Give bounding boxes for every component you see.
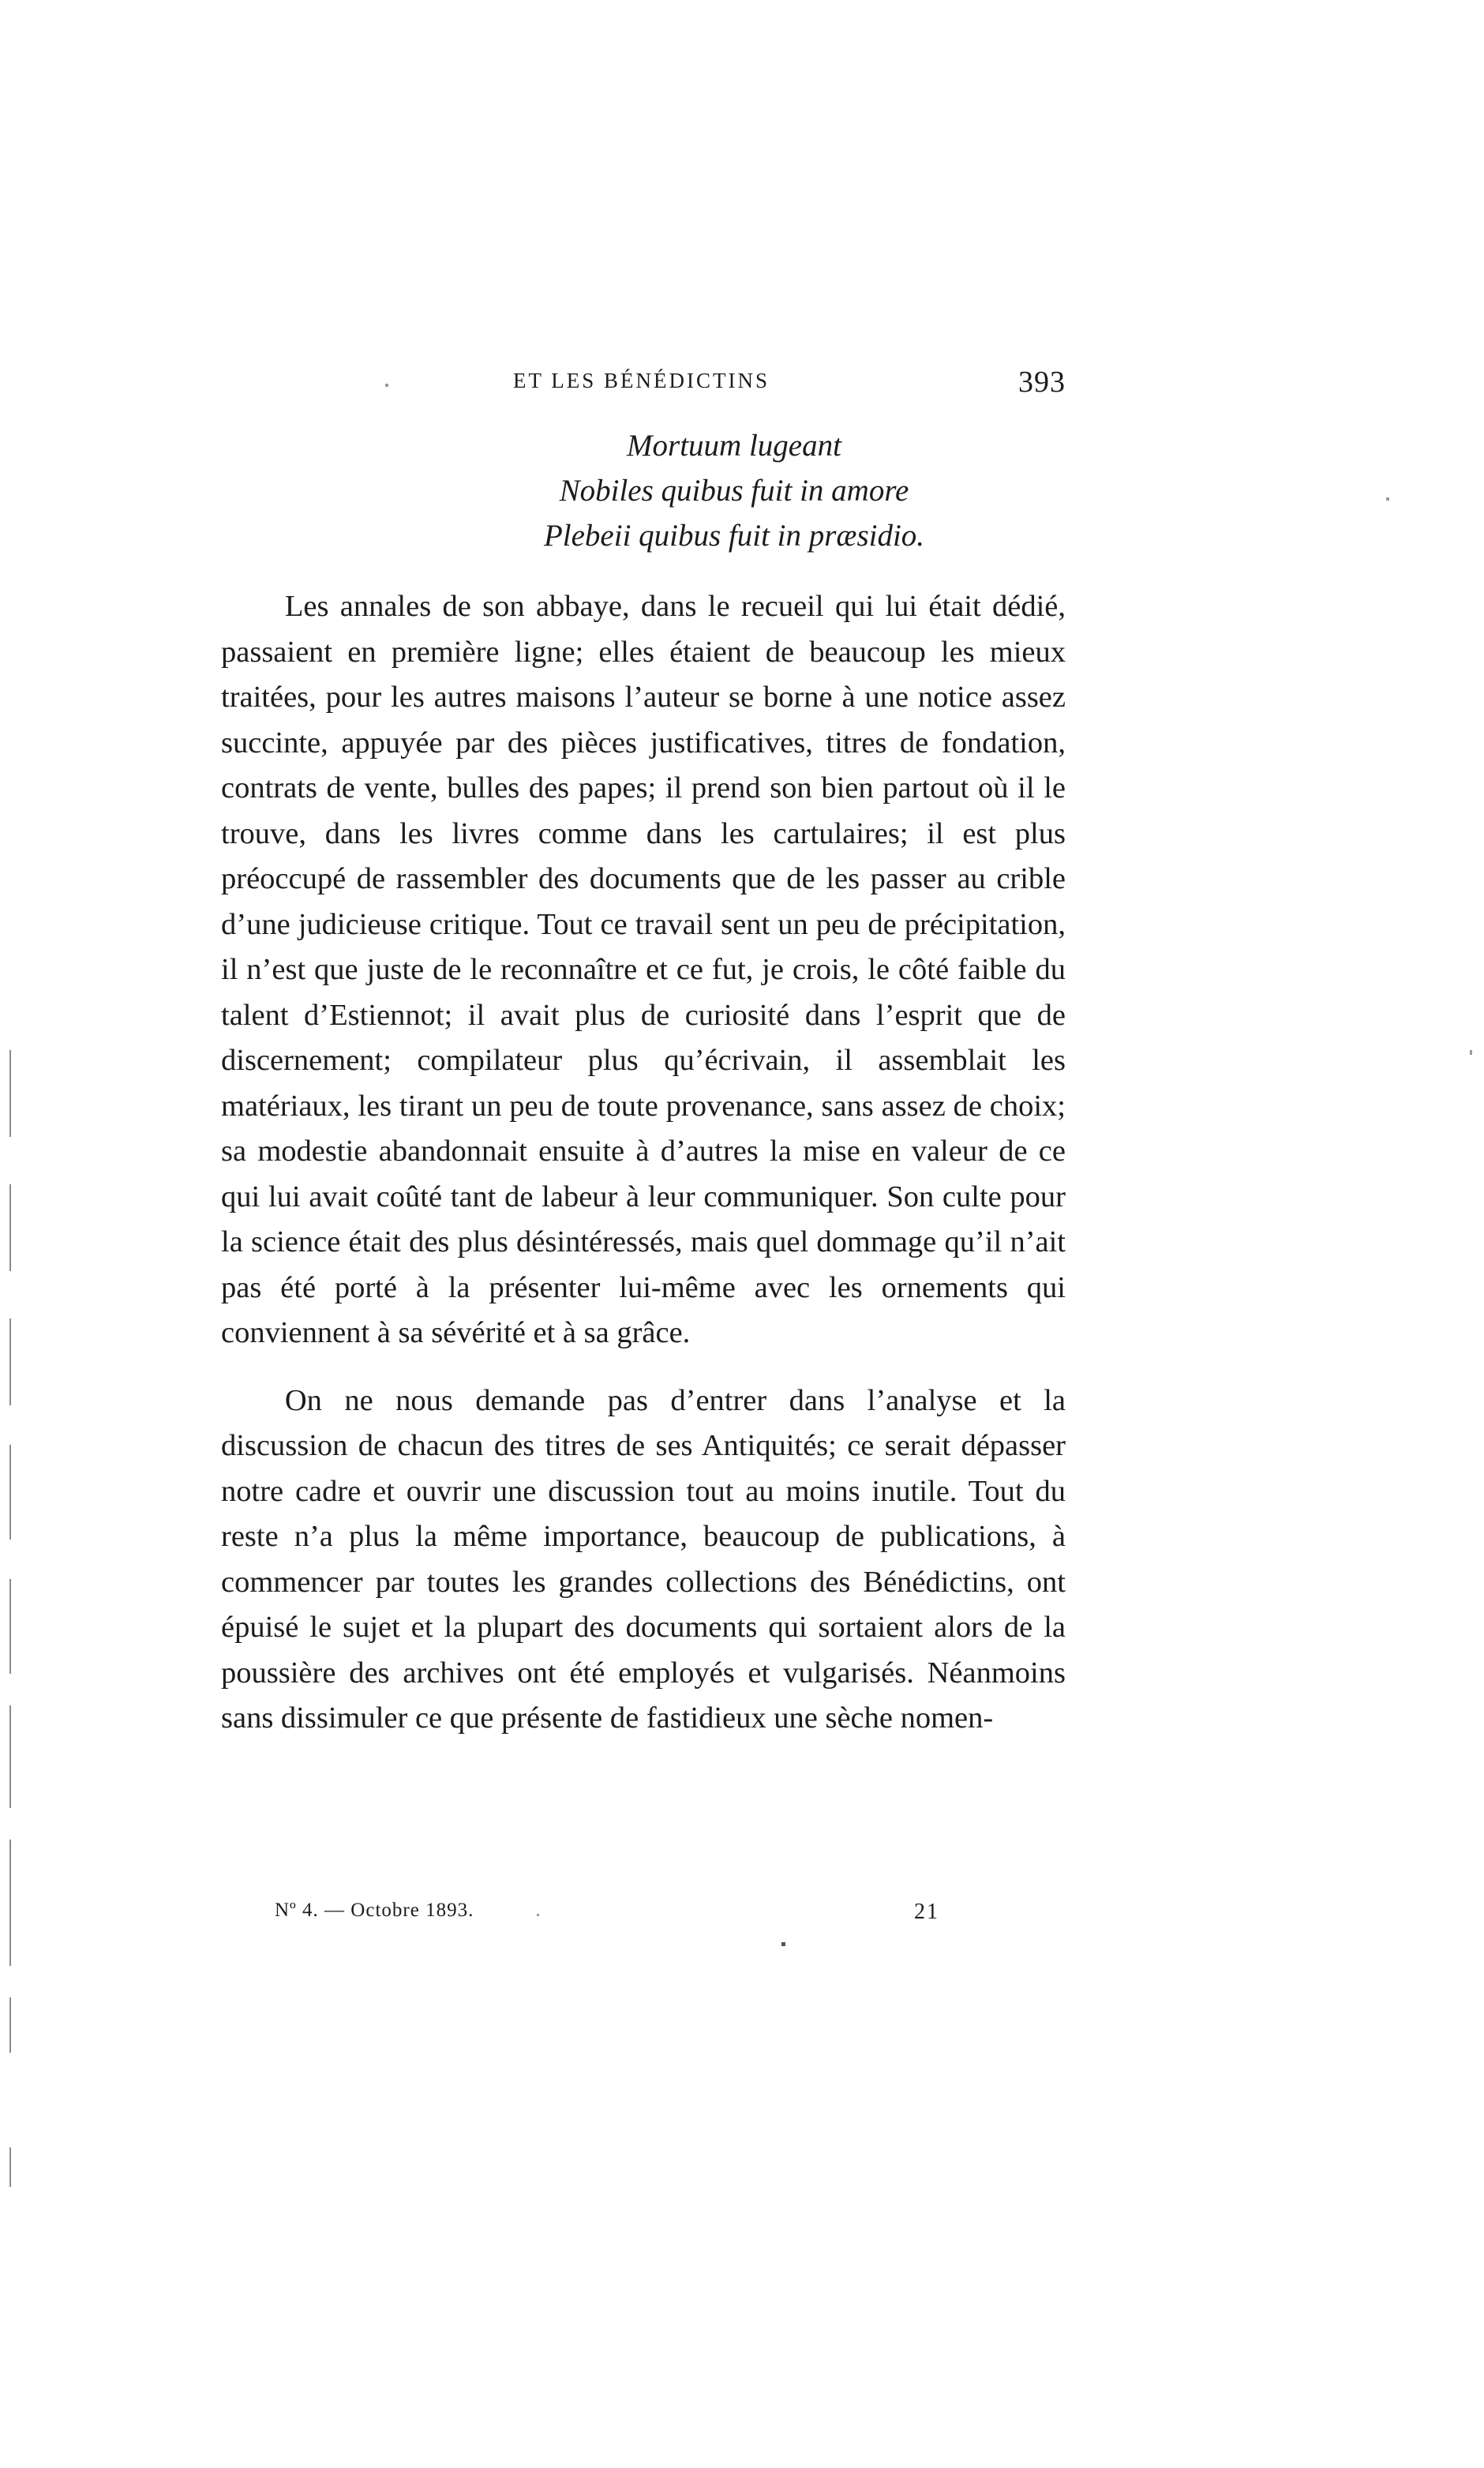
running-title: ET LES BÉNÉDICTINS (513, 369, 770, 392)
verse-line: Nobiles quibus fuit in amore (559, 474, 909, 508)
paragraph: Les annales de son abbaye, dans le recueil qui lui était dédié, passaient en première ligne; elles étaient de beaucoup les mieux traitées, pour les autres maisons l’auteur se borne à une notice assez succinte, appuyée par des pièces justificatives, titres de fondation, contrats de vente, bulles des papes; il prend son bien partout où il le trouve, dans les livres comme dans les cartulaires; il est plus préoccupé de rassembler des documents que de les passer au crible d’une judicieuse critique. Tout ce travail sent un peu de précipitation, il n’est que juste de le reconnaître et ce fut, je crois, le côté faible du talent d’Estiennot; il avait plus de curiosité dans l’esprit que de discernement; compilateur plus qu’écrivain, il assemblait les matériaux, les tirant un peu de toute provenance, sans assez de choix; sa modestie abandonnait ensuite à d’autres la mise en valeur de ce qui lui avait coûté tant de labeur à leur communiquer. Son culte pour la science était des plus désintéressés, mais quel dommage qu’il n’ait pas été porté à la présenter lui-même avec les ornements qui conviennent à sa sévérité et à sa grâce. (221, 590, 1066, 1349)
scan-margin-rule (9, 2147, 11, 2187)
page-footer (0, 1895, 1484, 1926)
scan-margin-rule (9, 1184, 11, 1271)
scan-margin-rule (9, 1997, 11, 2053)
page-number: 393 (1018, 366, 1066, 399)
scan-speck (385, 384, 388, 387)
scan-margin-rule (9, 1050, 11, 1137)
scan-speck (1470, 1050, 1472, 1055)
verse-line: Plebeii quibus fuit in præsidio. (543, 519, 925, 553)
scan-margin-rule (9, 1840, 11, 1966)
paragraph: On ne nous demande pas d’entrer dans l’analyse et la discussion de chacun des titres de ses Antiquités; ce serait dépasser notre cadre et ouvrir une discussion tout au moins inutile. Tout du reste n’a plus la même importance, beaucoup de publications, à commencer par toutes les grandes collections des Bénédictins, ont épuisé le sujet et la plupart des documents qui sortaient alors de la poussière des archives ont été employés et vulgarisés. Néanmoins sans dissimuler ce que présente de fastidieux une sèche nomen- (221, 1383, 1066, 1735)
verse-line: Mortuum lugeant (627, 429, 841, 463)
issue-line: Nº 4. — Octobre 1893. (275, 1900, 474, 1921)
scan-margin-rule (9, 1705, 11, 1808)
scan-speck (1386, 497, 1389, 501)
scan-speck (781, 1942, 785, 1946)
running-head (0, 365, 1484, 399)
scan-margin-rule (9, 1318, 11, 1405)
signature-mark: 21 (914, 1900, 939, 1924)
scan-margin-rule (9, 1579, 11, 1674)
body-text (221, 584, 1066, 1742)
epitaph-verses (395, 423, 1074, 558)
scan-margin-rule (9, 1445, 11, 1540)
scan-speck (537, 1914, 539, 1916)
